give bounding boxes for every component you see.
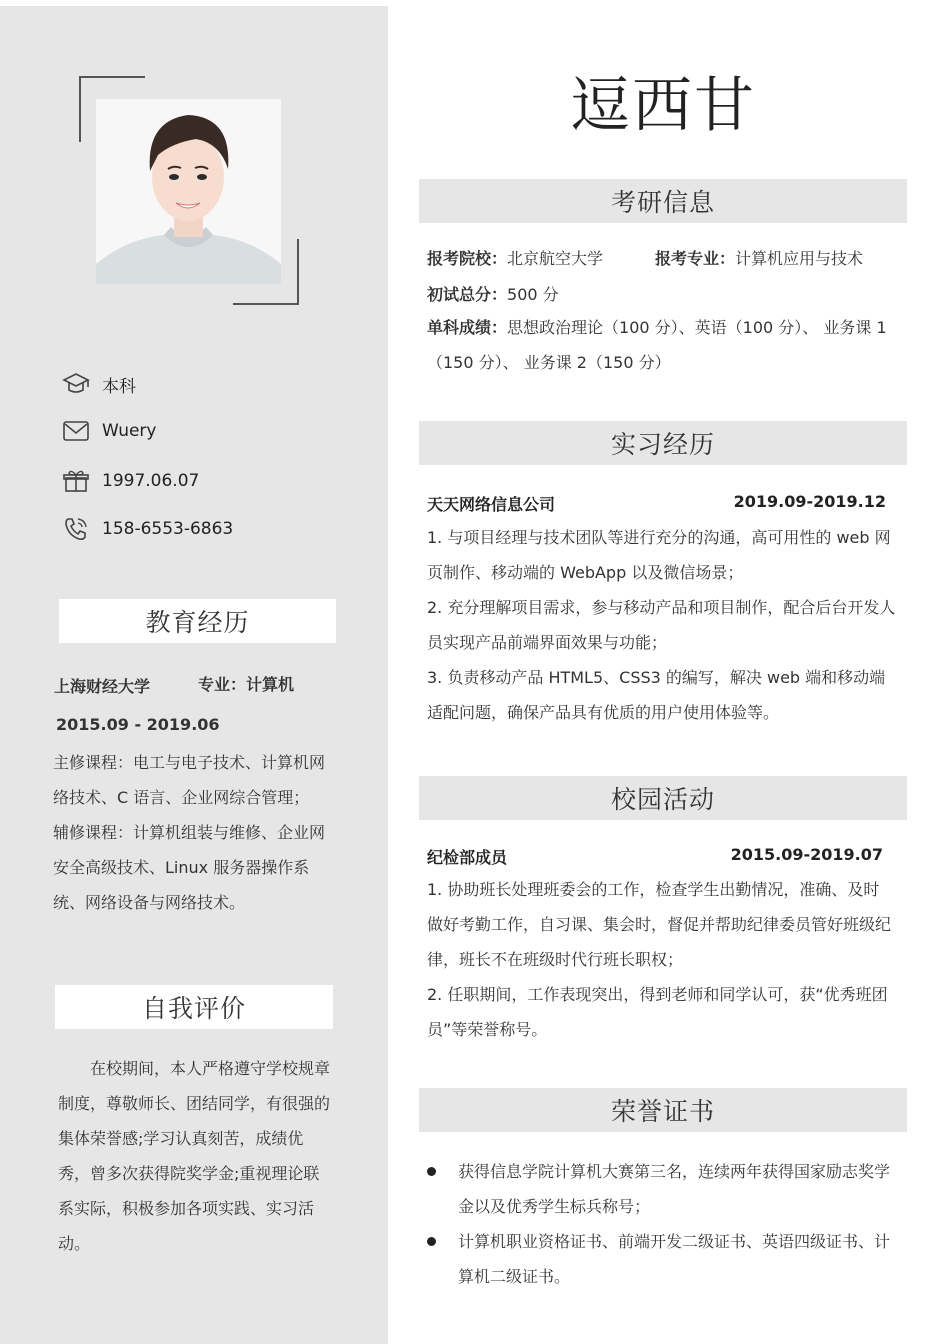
profile-photo	[96, 99, 281, 284]
exam-scores-line	[427, 310, 907, 380]
contact-degree	[62, 369, 136, 399]
bullet-dot-icon	[427, 1237, 436, 1246]
exam-major-line	[655, 246, 863, 269]
honor-item	[427, 1224, 897, 1294]
contact-phone	[62, 514, 233, 544]
internship-dates: 2019.09-2019.12	[733, 492, 886, 511]
internship-company: 天天网络信息公司	[427, 495, 556, 514]
internship-item-1: 1. 与项目经理与技术团队等进行充分的沟通，高可用性的 web 网页制作、移动端的 WebApp 以及微信场景；	[427, 528, 891, 582]
exam-school-label: 报考院校：	[427, 249, 508, 268]
internship-heading: 实习经历	[419, 421, 907, 465]
campus-role: 纪检部成员	[427, 848, 508, 867]
campus-item-2: 2. 任职期间，工作表现突出，得到老师和同学认可，获“优秀班团员”等荣誉称号。	[427, 985, 888, 1039]
page-title: 逗西甘	[570, 71, 756, 141]
education-minor-courses: 辅修课程：计算机组装与维修、企业网安全高级技术、Linux 服务器操作系统、网络设备与网络技术。	[53, 823, 326, 912]
internship-item-3: 3. 负责移动产品 HTML5、CSS3 的编写，解决 web 端和移动端适配问题，确保产品具有优质的用户使用体验等。	[427, 668, 886, 722]
self-eval-text: 在校期间，本人严格遵守学校规章制度，尊敬师长、团结同学，有很强的集体荣誉感;学习认真刻苦，成绩优秀，曾多次获得院奖学金;重视理论联系实际，积极参加各项实践、实习活动。	[58, 1059, 331, 1253]
internship-item-2: 2. 充分理解项目需求，参与移动产品和项目制作，配合后台开发人员实现产品前端界面效果与功能；	[427, 598, 896, 652]
phone-text: 158-6553-6863	[102, 519, 234, 539]
phone-icon	[62, 515, 90, 543]
honor-item-text: 计算机职业资格证书、前端开发二级证书、英语四级证书、计算机二级证书。	[458, 1232, 891, 1286]
education-dates: 2015.09 - 2019.06	[56, 715, 220, 734]
avatar-portrait	[96, 99, 281, 284]
contact-birthday	[62, 466, 199, 496]
campus-item-1: 1. 协助班长处理班委会的工作，检查学生出勤情况，准确、及时做好考勤工作，自习课、集会时，督促并帮助纪律委员管好班级纪律，班长不在班级时代行班长职权；	[427, 880, 892, 969]
campus-details	[427, 872, 892, 1047]
honor-item-text: 获得信息学院计算机大赛第三名，连续两年获得国家励志奖学金以及优秀学生标兵称号；	[458, 1162, 891, 1216]
honor-item	[427, 1154, 897, 1224]
bullet-dot-icon	[427, 1167, 436, 1176]
education-school: 上海财经大学	[54, 677, 151, 696]
campus-dates: 2015.09-2019.07	[730, 845, 883, 864]
email-text: Wuery	[102, 421, 157, 441]
education-courses	[53, 745, 333, 920]
self-eval-heading: 自我评价	[55, 985, 333, 1029]
education-row	[54, 674, 354, 700]
degree-text: 本科	[102, 376, 136, 397]
exam-total-label: 初试总分：	[427, 285, 508, 304]
graduation-cap-icon	[62, 370, 90, 398]
honors-heading: 荣誉证书	[419, 1088, 907, 1132]
exam-major: 计算机应用与技术	[735, 249, 864, 268]
internship-details	[427, 520, 897, 730]
exam-school: 北京航空大学	[507, 249, 604, 268]
education-main-courses: 主修课程：电工与电子技术、计算机网络技术、C 语言、企业网综合管理；	[53, 753, 326, 807]
gift-icon	[62, 467, 90, 495]
exam-scores-label: 单科成绩：	[427, 318, 508, 337]
contact-email	[62, 416, 157, 446]
exam-total-line	[427, 282, 559, 305]
exam-school-line	[427, 246, 603, 269]
campus-heading: 校园活动	[419, 776, 907, 820]
exam-scores: 思想政治理论（100 分）、英语（100 分）、 业务课 1（150 分）、 业务课 2（150 分）	[427, 318, 887, 372]
internship-row	[427, 492, 886, 515]
birthday-text: 1997.06.07	[102, 471, 200, 491]
exam-total: 500 分	[507, 285, 559, 304]
exam-heading: 考研信息	[419, 179, 907, 223]
campus-row	[427, 845, 883, 868]
exam-major-label: 报考专业：	[655, 249, 736, 268]
mail-icon	[62, 417, 90, 445]
education-major: 专业：计算机	[198, 675, 295, 694]
education-heading: 教育经历	[59, 599, 336, 643]
